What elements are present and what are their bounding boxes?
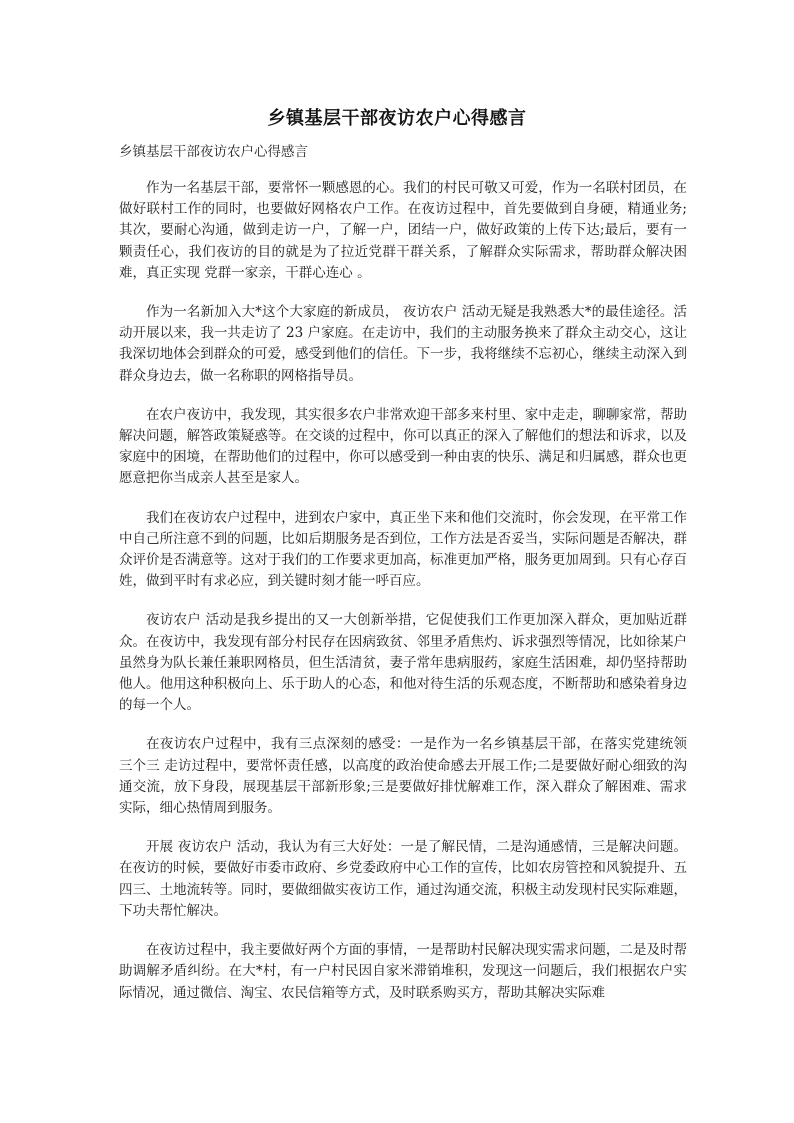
paragraph: 夜访农户 活动是我乡提出的又一大创新举措，它促使我们工作更加深入群众，更加贴近群众。在夜访中，我发现有部分村民存在因病致贫、邻里矛盾焦灼、诉求强烈等情况，比如徐某户虽然身为队长兼任兼职网格员，但生活清贫，妻子常年患病服药，家庭生活困难，却仍坚持帮助他人。他用这种积极向上、乐于助人的心态，和他对待生活的乐观态度，不断帮助和感染着身边的每一个人。 xyxy=(119,612,687,714)
document-title: 乡镇基层干部夜访农户心得感言 xyxy=(267,108,527,129)
paragraph: 我们在夜访农户过程中，进到农户家中，真正坐下来和他们交流时，你会发现，在平常工作中自己所注意不到的问题，比如后期服务是否到位，工作方法是否妥当，实际问题是否解决，群众评价是否满意等。这对于我们的工作要求更加高，标准更加严格，服务更加周到。只有心存百姓，做到平时有求必应，到关键时刻才能一呼百应。 xyxy=(119,509,687,590)
paragraph: 作为一名基层干部，要常怀一颗感恩的心。我们的村民可敬又可爱，作为一名联村团员，在做好联村工作的同时，也要做好网格农户工作。在夜访过程中，首先要做到自身硬，精通业务;其次，要耐心沟通，做到走访一户，了解一户，团结一户，做好政策的上传下达;最后，要有一颗责任心，我们夜访的目的就是为了拉近党群干群关系，了解群众实际需求，帮助群众解决困难，真正实现 党群一家亲，干群心连心 。 xyxy=(119,180,687,281)
paragraph: 开展 夜访农户 活动，我认为有三大好处：一是了解民情，二是沟通感情，三是解决问题。在夜访的时候，要做好市委市政府、乡党委政府中心工作的宣传，比如农房管控和风貌提升、五四三、土地流转等。同时，要做细做实夜访工作，通过沟通交流，积极主动发现村民实际难题，下功夫帮忙解决。 xyxy=(119,839,687,919)
paragraph: 在夜访农户过程中，我有三点深刻的感受：一是作为一名乡镇基层干部，在落实党建统领 三个三 走访过程中，要常怀责任感，以高度的政治使命感去开展工作;二是要做好耐心细致的沟通交流，放下身段，展现基层干部新形象;三是要做好排忧解难工作，深入群众了解困难、需求实际，细心热情周到服务。 xyxy=(119,736,687,817)
paragraph: 在夜访过程中，我主要做好两个方面的事情，一是帮助村民解决现实需求问题，二是及时帮助调解矛盾纠纷。在大*村，有一户村民因自家米滞销堆积，发现这一问题后，我们根据农户实际情况，通过微信、淘宝、农民信箱等方式，及时联系购买方，帮助其解决实际难 xyxy=(119,942,687,1001)
paragraph: 在农户夜访中，我发现，其实很多农户非常欢迎干部多来村里、家中走走，聊聊家常，帮助解决问题，解答政策疑惑等。在交谈的过程中，你可以真正的深入了解他们的想法和诉求，以及家庭中的困境，在帮助他们的过程中，你可以感受到一种由衷的快乐、满足和归属感，群众也更愿意把你当成亲人甚至是家人。 xyxy=(119,406,687,487)
paragraph: 作为一名新加入大*这个大家庭的新成员， 夜访农户 活动无疑是我熟悉大*的最佳途径。活动开展以来，我一共走访了 23 户家庭。在走访中，我们的主动服务换来了群众主动交心，这让我深切地体会到群众的可爱，感受到他们的信任。下一步，我将继续不忘初心，继续主动深入到群众身边去，做一名称职的网格指导员。 xyxy=(119,304,687,384)
document-subtitle: 乡镇基层干部夜访农户心得感言 xyxy=(119,144,308,160)
document-body xyxy=(119,178,687,1022)
